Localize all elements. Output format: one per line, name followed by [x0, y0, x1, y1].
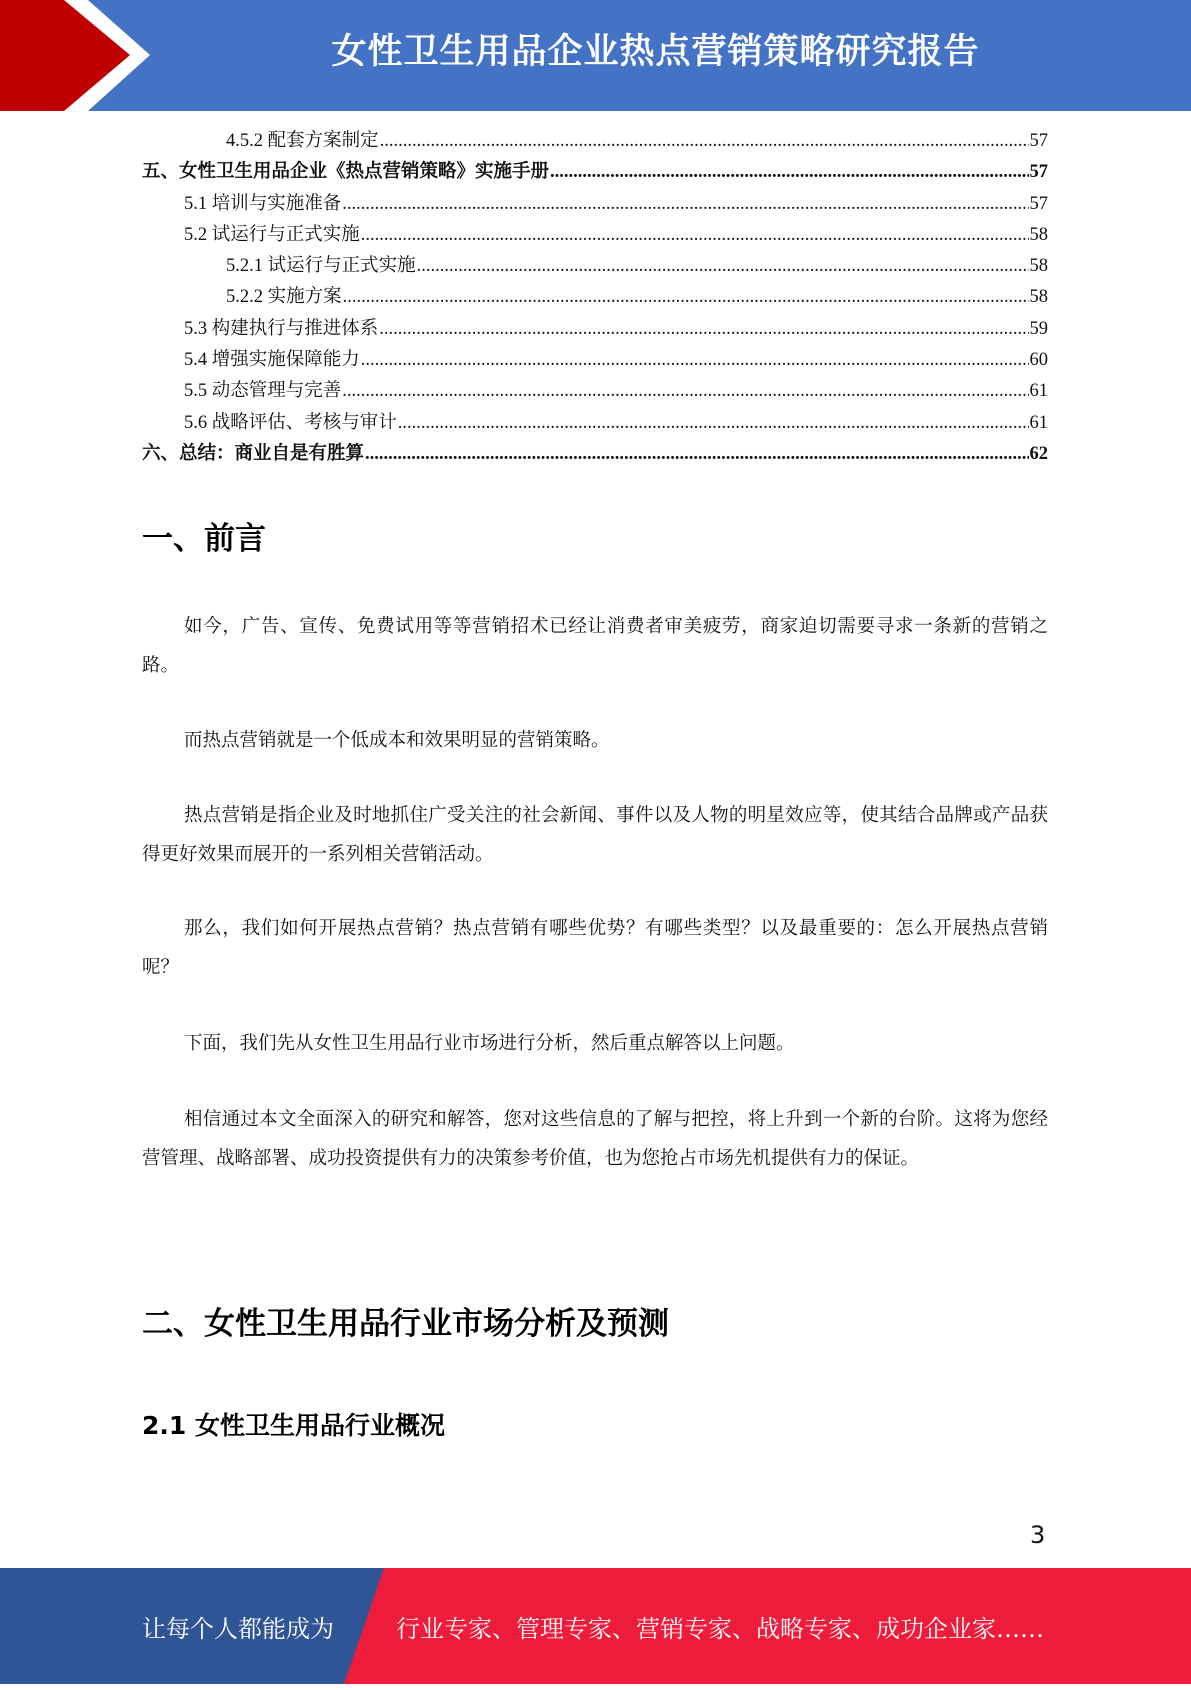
paragraph: 热点营销是指企业及时地抓住广受关注的社会新闻、事件以及人物的明星效应等，使其结合品牌或产品获得更好效果而展开的一系列相关营销活动。: [142, 805, 1048, 865]
toc-entry-page: 58: [1029, 224, 1048, 245]
paragraph: 下面，我们先从女性卫生用品行业市场进行分析，然后重点解答以上问题。: [184, 1033, 795, 1054]
toc-entry-label: 5.5 动态管理与完善: [184, 381, 342, 402]
toc-leader-dots: [342, 376, 1028, 407]
toc-entry[interactable]: [142, 126, 1048, 157]
toc-entry-label: 5.1 培训与实施准备: [184, 193, 342, 214]
toc-entry-page: 62: [1029, 443, 1048, 464]
toc-leader-dots: [342, 189, 1028, 220]
toc-entry[interactable]: [142, 345, 1048, 376]
toc-leader-dots: [417, 251, 1029, 282]
toc-leader-dots: [343, 282, 1029, 313]
toc-entry-label: 4.5.2 配套方案制定: [226, 131, 379, 151]
toc-entry-page: 61: [1029, 381, 1048, 402]
toc-entry-page: 61: [1029, 412, 1048, 433]
footer-slogan-right: 行业专家、管理专家、营销专家、战略专家、成功企业家……: [396, 1615, 1044, 1643]
paragraph: 那么，我们如何开展热点营销？热点营销有哪些优势？有哪些类型？以及最重要的：怎么开展热点营销呢？: [142, 918, 1048, 978]
toc-leader-dots: [365, 439, 1028, 470]
paragraph: 相信通过本文全面深入的研究和解答，您对这些信息的了解与把控，将上升到一个新的台阶。这将为您经营管理、战略部署、成功投资提供有力的决策参考价值，也为您抢占市场先机提供有力的保证。: [142, 1109, 1048, 1169]
report-title: 女性卫生用品企业热点营销策略研究报告: [331, 32, 980, 72]
toc-entry[interactable]: [142, 189, 1048, 220]
toc-entry[interactable]: [142, 408, 1048, 439]
toc-entry-page: 59: [1029, 318, 1048, 339]
toc-entry[interactable]: [142, 314, 1048, 345]
header-banner: [0, 0, 1191, 111]
section-heading-market-analysis: 二、女性卫生用品行业市场分析及预测: [142, 1306, 669, 1342]
toc-entry[interactable]: [142, 157, 1048, 188]
toc-entry-label: 五、女性卫生用品企业《热点营销策略》实施手册: [142, 162, 550, 183]
toc-leader-dots: [380, 126, 1029, 157]
toc-entry[interactable]: [142, 282, 1048, 313]
toc-entry[interactable]: [142, 251, 1048, 282]
footer-banner: [0, 1568, 1191, 1684]
toc-entry-page: 60: [1029, 350, 1048, 371]
toc-leader-dots: [550, 157, 1028, 188]
subsection-heading: 2.1 女性卫生用品行业概况: [142, 1411, 445, 1440]
toc-entry-label: 5.6 战略评估、考核与审计: [184, 412, 397, 433]
footer-slogan-left: 让每个人都能成为: [142, 1615, 334, 1643]
toc-entry-label: 5.2.1 试运行与正式实施: [226, 256, 416, 277]
paragraph: 而热点营销就是一个低成本和效果明显的营销策略。: [184, 730, 610, 751]
toc-leader-dots: [361, 345, 1029, 376]
toc-entry[interactable]: [142, 220, 1048, 251]
toc-entry-label: 5.2 试运行与正式实施: [184, 224, 360, 245]
header-arrow-decoration: [0, 0, 160, 111]
toc-entry-page: 57: [1029, 193, 1048, 214]
table-of-contents: [142, 126, 1048, 470]
toc-entry-page: 57: [1029, 131, 1048, 151]
page-number: 3: [1030, 1521, 1046, 1549]
toc-leader-dots: [398, 408, 1029, 439]
toc-entry-page: 57: [1029, 162, 1048, 183]
toc-entry[interactable]: [142, 376, 1048, 407]
toc-entry-label: 5.4 增强实施保障能力: [184, 350, 360, 371]
toc-leader-dots: [379, 314, 1028, 345]
paragraph: 如今，广告、宣传、免费试用等等营销招术已经让消费者审美疲劳，商家迫切需要寻求一条新的营销之路。: [142, 616, 1048, 676]
toc-entry-label: 5.2.2 实施方案: [226, 287, 342, 308]
toc-leader-dots: [361, 220, 1029, 251]
toc-entry-label: 六、总结：商业自是有胜算: [142, 443, 365, 464]
toc-entry-page: 58: [1029, 287, 1048, 308]
toc-entry-label: 5.3 构建执行与推进体系: [184, 318, 379, 339]
toc-entry-page: 58: [1029, 256, 1048, 277]
section-heading-preface: 一、前言: [142, 521, 266, 557]
toc-entry[interactable]: [142, 439, 1048, 470]
